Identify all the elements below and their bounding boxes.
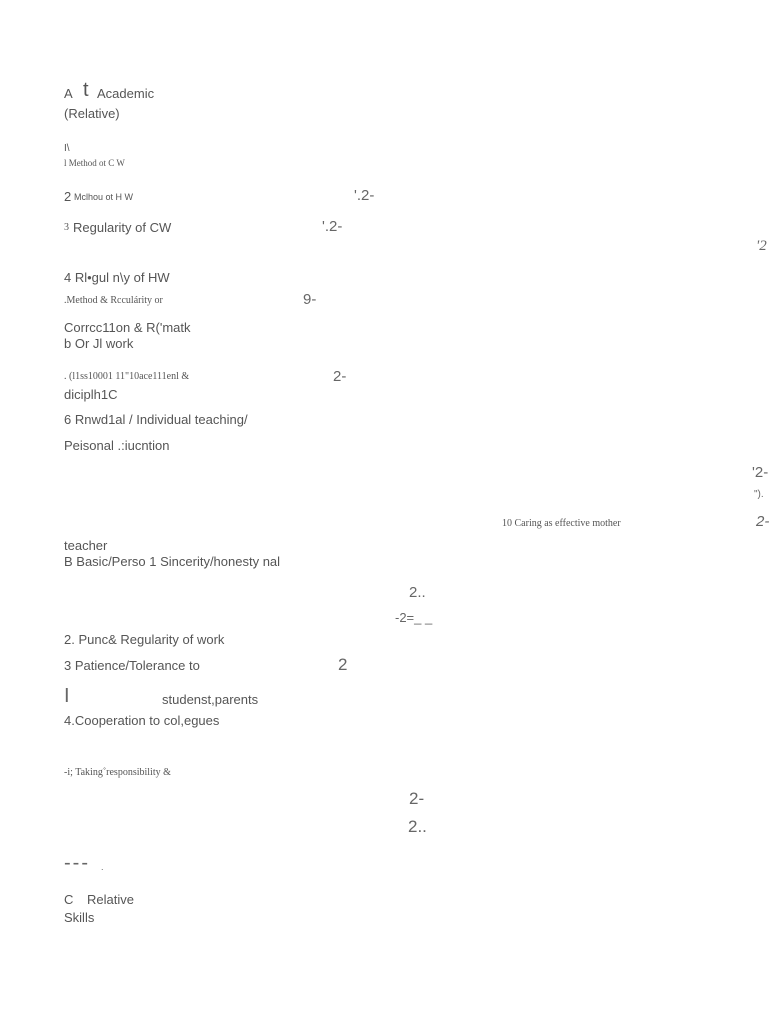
row-method-cw: l Method ot C W [64, 158, 125, 168]
row-regularity-hw: 4 Rl•gul n\y of HW [64, 270, 170, 285]
row-3-number: 3 [64, 222, 69, 233]
row-method-regularity: .Method & Rcculárity or [64, 295, 163, 306]
row-regularity-cw: Regularity of CW [73, 220, 172, 235]
row-oral-work: b Or Jl work [64, 336, 134, 351]
row-4-score: 9- [303, 291, 317, 308]
section-a-letter: A [64, 86, 73, 101]
patience-score: 2 [338, 655, 348, 674]
dash-dot: . [101, 862, 104, 872]
right-margin-score-3: "). [754, 489, 764, 500]
row-remedial-teaching: 6 Rnwd1al / Individual teaching/ [64, 412, 248, 427]
row-6-score: 2- [333, 368, 347, 385]
section-c-title: Relative [87, 892, 134, 907]
row-discipline: diciplh1C [64, 387, 118, 402]
row-teacher: teacher [64, 538, 108, 553]
row-punctuality: 2. Punc& Regularity of work [64, 632, 225, 647]
row-method-hw: Mclhou ot H W [74, 192, 134, 202]
stray-glyph: I\ [64, 143, 70, 154]
right-margin-score-1: '2 [756, 238, 767, 254]
row-2-number: 2 [64, 189, 72, 204]
row-correction: Corrcc11on & R('matk [64, 320, 191, 335]
section-b-score-1: 2.. [409, 584, 426, 601]
section-c-subtitle: Skills [64, 910, 95, 925]
row-2-score: '.2- [354, 187, 375, 204]
row-caring-mother: 10 Caring as effective mother [502, 518, 621, 529]
section-a-glyph: t [83, 79, 89, 101]
row-cooperation: 4.Cooperation to col,egues [64, 713, 220, 728]
section-c-letter: C [64, 892, 74, 907]
row-students-parents: studenst,parents [162, 692, 259, 707]
section-b-score-3: 2- [409, 789, 425, 808]
section-b-score-2: -2=_ _ [395, 610, 433, 625]
section-a-subtitle: (Relative) [64, 106, 120, 121]
row-personal-attention: Peisonal .:iucntion [64, 438, 170, 453]
row-patience: 3 Patience/Tolerance to [64, 658, 200, 673]
section-a-title: Academic [97, 86, 155, 101]
row-taking-responsibility: -i; Taking˚responsibility & [64, 767, 171, 778]
right-margin-score-2: '2- [752, 464, 769, 481]
section-b-heading: B Basic/Perso 1 Sincerity/honesty nal [64, 554, 281, 569]
row-classroom-management: . (l1ss10001 11"10ace111enl & [64, 371, 190, 382]
vertical-bar-mark: I [64, 685, 70, 707]
right-margin-score-4: 2- [756, 513, 769, 530]
section-b-score-4: 2.. [408, 817, 427, 836]
dash-line: --- [64, 852, 90, 874]
row-3-score: '.2- [322, 218, 343, 235]
